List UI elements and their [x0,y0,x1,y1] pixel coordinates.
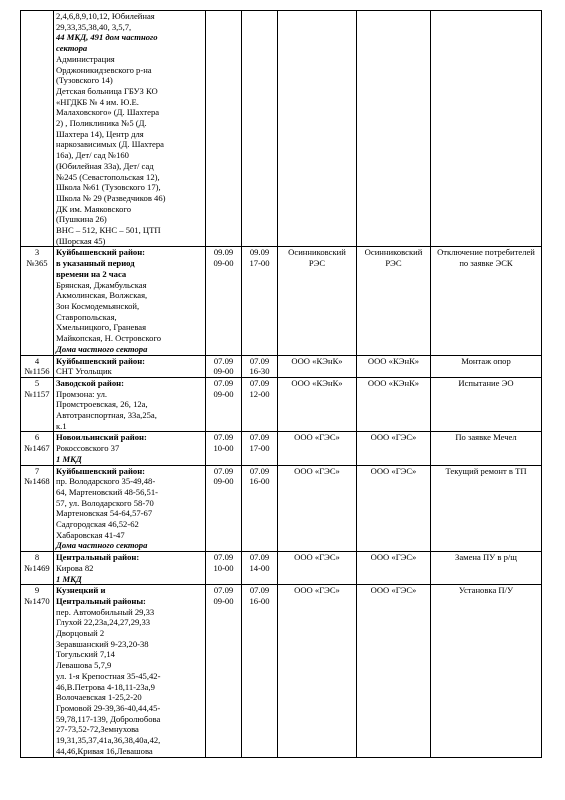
address-line: в указанный период [56,258,135,269]
address-line: 44 МКД, 491 дом частного [56,32,158,43]
table-row [21,432,542,465]
end-date: 07.09 [249,432,270,443]
address-line: к.1 [56,420,67,431]
organization: ООО «ГЭС» [294,465,340,476]
end-cell [242,432,278,465]
start-time: 09-00 [213,258,234,269]
organization-cell [278,585,357,757]
end-time: 17-00 [249,258,270,269]
end-time: 12-00 [249,388,270,399]
address-line: Кирова 82 [56,562,94,573]
address-line: Куйбышевский район: [56,355,146,366]
address-line: Школа № 29 (Разведчиков 46) [56,192,166,203]
row-number-cell [21,585,54,757]
address-line: 46,В.Петрова 4-18,11-23а,9 [56,681,155,692]
organization: ООО «КЭнК» [291,377,343,388]
start-date: 07.09 [213,465,234,476]
address-line: 19,31,35,37,41а,36,38,40а,42, [56,735,161,746]
start-date: 07.09 [213,377,234,388]
address-line: Глухой 22,23а,24,27,29,33 [56,617,151,628]
start-cell [206,465,242,552]
end-cell [242,465,278,552]
address-line: Рокоссовского 37 [56,443,120,454]
address-line: 59,78,117-139, Добролюбова [56,713,161,724]
row-number-cell [21,552,54,585]
row-number: 8 [34,552,40,563]
reason-cell [431,432,542,465]
address-line: Акмолинская, Волжская, [56,290,148,301]
responsible-organization: ООО «ГЭС» [370,552,417,563]
address-line: (Тузовского 14) [56,75,113,86]
organization-cell [278,11,357,247]
address-line: Дворцовый 2 [56,628,105,639]
address-line: Тогульский 7,14 [56,649,115,660]
address-line: пр. Володарского 35-49,48- [56,476,156,487]
responsible-organization-cell [357,377,431,432]
address-line: 29,33,35,38,40, 3,5,7, [56,21,132,32]
address-line: Заводской район: [56,377,124,388]
address-line: Малаховского» (Д. Шахтера [56,107,160,118]
start-time: 09-00 [213,366,234,377]
end-date: 09.09 [249,247,270,258]
organization: ООО «ГЭС» [294,432,340,443]
outage-reason: Монтаж опор [461,355,511,366]
address-cell [54,585,206,757]
address-line: 2) , Поликлиника №5 (Д. [56,118,147,129]
address-line: ВНС – 512, КНС – 501, ЦТП [56,225,161,236]
request-number: №1156 [24,366,50,377]
address-line: пер. Автомобильный 29,33 [56,606,155,617]
end-time: 16-30 [249,366,270,377]
end-time: 14-00 [249,562,270,573]
address-line: Волочаевская 1-25,2-20 [56,692,142,703]
address-line: Громовой 29-39,36-40,44,45- [56,703,161,713]
address-line: Садгородская 46,52-62 [56,519,139,530]
row-number: 3 [34,247,40,258]
outage-reason: Текущий ремонт в ТП [445,465,527,476]
organization: ООО «КЭнК» [291,355,343,366]
outage-reason: Отключение потребителей по заявке ЭСК [437,247,535,269]
address-line: (Шорская 45) [56,235,106,246]
address-line: Орджоникидзевского р-на [56,64,152,75]
row-number: 9 [34,585,40,596]
address-line: 16а), Дет/ сад №160 [56,150,129,161]
row-number-cell [21,11,54,247]
row-number: 5 [34,377,40,388]
address-cell [54,432,206,465]
address-line: 44,46,Кривая 16,Левашова [56,745,153,756]
row-number-cell [21,247,54,355]
address-line: Куйбышевский район: [56,465,146,476]
end-time: 16-00 [249,476,270,487]
responsible-organization-cell [357,11,431,247]
address-line: Майкопская, Н. Островского [56,333,162,344]
address-line: 1 МКД [56,453,82,464]
address-line: Администрация [56,53,115,64]
responsible-organization-cell [357,247,431,355]
address-cell [54,377,206,432]
responsible-organization: ООО «ГЭС» [370,432,417,443]
table-row [21,11,542,247]
address-line: 2,4,6,8,9,10,12, Юбилейная [56,11,155,21]
address-line: Шахтера 14), Центр для [56,128,144,139]
responsible-organization: ООО «КЭнК» [367,377,420,388]
address-line: 57, ул. Володарского 58-70 [56,497,154,508]
outage-reason: Замена ПУ в р/щ [455,552,517,563]
responsible-organization-cell [357,465,431,552]
table-row [21,585,542,757]
reason-cell [431,247,542,355]
responsible-organization: ООО «ГЭС» [370,585,417,596]
table-row [21,465,542,552]
address-line: Промзона: ул. [56,388,108,399]
start-date: 07.09 [213,585,234,596]
start-cell [206,552,242,585]
start-time: 10-00 [213,443,234,454]
address-line: Зон Космодемьянской, [56,300,140,311]
start-cell [206,11,242,247]
address-line: Школа №61 (Тузовского 17), [56,182,161,193]
address-line: ДК им. Маяковского [56,203,131,214]
outage-reason: Установка П/У [458,585,514,596]
address-line: 64, Мартеновский 48-56,51- [56,486,158,497]
reason-cell [431,465,542,552]
responsible-organization-cell [357,552,431,585]
organization: ООО «ГЭС» [294,552,340,563]
table-row [21,355,542,377]
end-date: 07.09 [249,355,270,366]
address-line: 27-73,52-72,Земнухова [56,724,139,735]
end-cell [242,552,278,585]
start-cell [206,355,242,377]
end-date: 07.09 [249,465,270,476]
address-line: Кузнецкий и [56,585,106,596]
end-cell [242,11,278,247]
start-time: 09-00 [213,595,234,606]
row-number-cell [21,377,54,432]
outage-reason: По заявке Мечел [455,432,517,443]
table-row [21,377,542,432]
row-number-cell [21,355,54,377]
address-cell [54,552,206,585]
organization-cell [278,377,357,432]
outage-table [20,10,542,758]
end-time: 17-00 [249,443,270,454]
request-number: №1467 [24,443,50,454]
organization-cell [278,355,357,377]
start-cell [206,377,242,432]
start-date: 07.09 [213,552,234,563]
reason-cell [431,355,542,377]
address-cell [54,465,206,552]
responsible-organization: Осинниковский РЭС [364,247,423,269]
end-cell [242,247,278,355]
organization-cell [278,552,357,585]
request-number: №365 [26,258,48,269]
address-line: Хмельницкого, Граневая [56,322,147,333]
address-line: ул. 1-я Крепостная 35-45,42- [56,670,161,681]
address-line: времени на 2 часа [56,268,127,279]
address-line: Левашова 5,7,9 [56,660,112,671]
address-line: (Юбилейная 33а), Дет/ сад [56,160,154,171]
outage-reason: Испытание ЭО [458,377,514,388]
start-time: 09-00 [213,476,234,487]
reason-cell [431,377,542,432]
request-number: №1469 [24,562,50,573]
table-row [21,552,542,585]
end-cell [242,585,278,757]
start-time: 10-00 [213,562,234,573]
address-cell [54,355,206,377]
end-time: 16-00 [249,595,270,606]
address-cell [54,247,206,355]
responsible-organization: ООО «ГЭС» [370,465,417,476]
organization-cell [278,465,357,552]
end-date: 07.09 [249,585,270,596]
address-line: Детская больница ГБУЗ КО [56,85,158,96]
address-line: наркозависимых (Д. Шахтера [56,139,164,150]
end-cell [242,355,278,377]
address-line: (Пушкина 26) [56,214,107,225]
end-date: 07.09 [249,552,270,563]
request-number: №1157 [24,388,50,399]
end-date: 07.09 [249,377,270,388]
row-number: 4 [34,355,40,366]
address-line: Новоильинский район: [56,432,147,443]
responsible-organization-cell [357,355,431,377]
responsible-organization: ООО «КЭнК» [367,355,420,366]
row-number-cell [21,465,54,552]
start-cell [206,585,242,757]
responsible-organization-cell [357,585,431,757]
address-line: сектора [56,43,88,54]
row-number: 6 [34,432,40,443]
start-date: 09.09 [213,247,234,258]
address-cell [54,11,206,247]
request-number: №1468 [24,476,50,487]
address-line: Дома частного сектора [56,540,148,551]
responsible-organization-cell [357,432,431,465]
start-time: 09-00 [213,388,234,399]
address-line: Брянская, Джамбульская [56,279,147,290]
address-line: Центральный районы: [56,595,146,606]
request-number: №1470 [24,595,50,606]
organization: Осинниковский РЭС [288,247,346,269]
start-date: 07.09 [213,432,234,443]
reason-cell [431,552,542,585]
address-line: СНТ Угольщик [56,366,112,377]
address-line: Хабаровская 41-47 [56,529,125,540]
organization-cell [278,432,357,465]
address-line: Автотранспортная, 33а,25а, [56,410,157,421]
address-line: Дома частного сектора [56,343,148,354]
start-cell [206,432,242,465]
table-row [21,247,542,355]
end-cell [242,377,278,432]
address-line: Промстроевская, 26, 12а, [56,399,148,410]
address-line: «НГДКБ № 4 им. Ю.Е. [56,96,139,107]
organization: ООО «ГЭС» [294,585,340,596]
organization-cell [278,247,357,355]
address-line: Зеравшанский 9-23,20-38 [56,638,149,649]
start-date: 07.09 [213,355,234,366]
address-line: 1 МКД [56,573,82,584]
reason-cell [431,585,542,757]
reason-cell [431,11,542,247]
row-number-cell [21,432,54,465]
row-number: 7 [34,465,40,476]
address-line: Центральный район: [56,552,140,563]
address-line: Мартеновская 54-64,57-67 [56,508,153,519]
address-line: Куйбышевский район: [56,247,146,258]
address-line: Ставропольская, [56,311,117,322]
address-line: №245 (Севастопольская 12), [56,171,160,182]
start-cell [206,247,242,355]
